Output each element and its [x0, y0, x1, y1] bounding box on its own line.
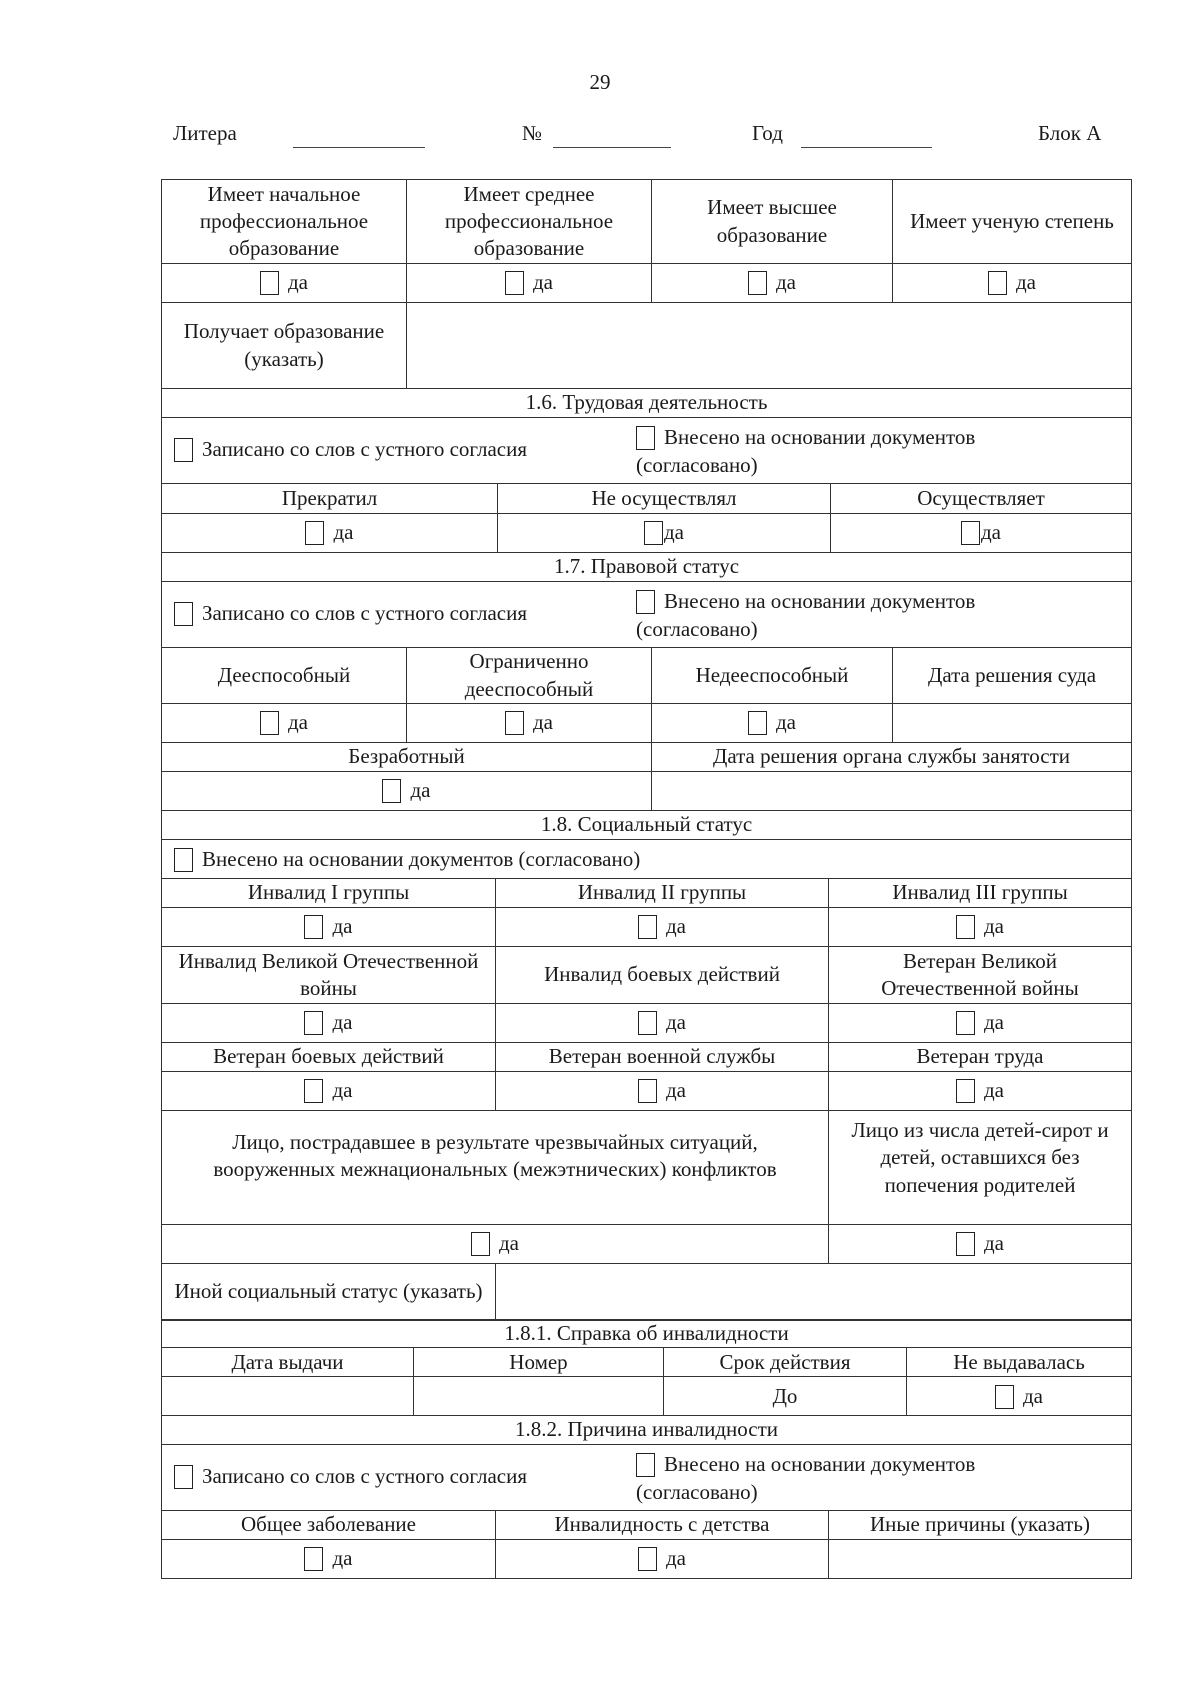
year-label: Год: [752, 121, 783, 145]
cause-general-checkbox[interactable]: [304, 1547, 323, 1571]
cert-not-issued-header: Не выдавалась: [907, 1348, 1132, 1377]
docs-label: Внесено на основании документов: [664, 425, 976, 450]
yes-label: да: [984, 914, 1005, 939]
yes-label: да: [984, 1078, 1005, 1103]
vet-labor-checkbox[interactable]: [956, 1079, 975, 1103]
labor-table: [161, 388, 1132, 553]
inv3-checkbox[interactable]: [956, 915, 975, 939]
labor-docs-checkbox[interactable]: [636, 426, 655, 450]
social-section-title: 1.8. Социальный статус: [162, 811, 1132, 840]
yes-label: да: [981, 520, 1002, 545]
yes-label: да: [287, 710, 308, 735]
education-table: [161, 179, 1132, 389]
legal-incapable-header: Недееспособный: [652, 648, 893, 704]
until-label: До: [772, 1383, 798, 1408]
yes-label: да: [1023, 1383, 1044, 1408]
legal-table: [161, 552, 1132, 811]
cause-section-title: 1.8.2. Причина инвалидности: [162, 1416, 1132, 1445]
yes-label: да: [775, 270, 796, 295]
legal-capable-header: Дееспособный: [162, 648, 407, 704]
victim-header: Лицо, пострадавшее в результате чрезвычайных ситуаций, вооруженных межнациональных (межэтнических) конфликтов: [162, 1111, 829, 1225]
yes-label: да: [333, 520, 354, 545]
certificate-table: [161, 1319, 1132, 1416]
yes-label: да: [665, 914, 686, 939]
receiving-education-field[interactable]: [407, 303, 1132, 389]
litera-field[interactable]: [293, 147, 425, 148]
cert-not-issued-checkbox[interactable]: [995, 1385, 1014, 1409]
yes-label: да: [665, 1546, 686, 1571]
inv3-header: Инвалид III группы: [829, 879, 1132, 908]
year-field[interactable]: [801, 147, 932, 148]
vet-ww-header: Ветеран Великой Отечественной войны: [829, 947, 1132, 1004]
yes-label: да: [665, 1078, 686, 1103]
yes-label: да: [498, 1231, 519, 1256]
litera-label: Литера: [173, 121, 237, 145]
victim-checkbox[interactable]: [471, 1232, 490, 1256]
yes-label: да: [332, 914, 353, 939]
yes-label: да: [665, 1010, 686, 1035]
labor-performs-header: Осуществляет: [831, 484, 1132, 514]
yes-label: да: [410, 778, 431, 803]
legal-incapable-checkbox[interactable]: [748, 711, 767, 735]
cause-childhood-header: Инвалидность с детства: [496, 1511, 829, 1540]
receiving-education-label: Получает образование (указать): [162, 303, 407, 389]
cause-other-header: Иные причины (указать): [829, 1511, 1132, 1540]
yes-label: да: [332, 1546, 353, 1571]
cert-number-header: Номер: [414, 1348, 664, 1377]
cert-issue-date-field[interactable]: [162, 1377, 414, 1416]
cause-childhood-checkbox[interactable]: [638, 1547, 657, 1571]
labor-section-title: 1.6. Трудовая деятельность: [162, 389, 1132, 418]
yes-label: да: [984, 1010, 1005, 1035]
edu-secondary-header: Имеет среднее профессиональное образование: [407, 180, 652, 264]
oral-consent-label: Записано со слов с устного согласия: [202, 1464, 527, 1489]
other-status-field[interactable]: [496, 1264, 1132, 1321]
labor-not-performed-header: Не осуществлял: [498, 484, 831, 514]
docs-label: Внесено на основании документов: [664, 589, 976, 614]
cause-docs-checkbox[interactable]: [636, 1453, 655, 1477]
yes-label: да: [287, 270, 308, 295]
edu-initial-checkbox[interactable]: [260, 271, 279, 295]
legal-oral-checkbox[interactable]: [174, 602, 193, 626]
social-table: [161, 810, 1132, 1321]
yes-label: да: [532, 270, 553, 295]
yes-label: да: [332, 1078, 353, 1103]
cause-other-field[interactable]: [829, 1540, 1132, 1579]
block-label: Блок А: [1038, 121, 1102, 145]
other-status-label: Иной социальный статус (указать): [162, 1264, 496, 1321]
inv2-header: Инвалид II группы: [496, 879, 829, 908]
agreed-label: (согласовано): [636, 1479, 758, 1504]
inv-combat-header: Инвалид боевых действий: [496, 947, 829, 1004]
edu-higher-checkbox[interactable]: [748, 271, 767, 295]
yes-label: да: [775, 710, 796, 735]
vet-military-checkbox[interactable]: [638, 1079, 657, 1103]
inv2-checkbox[interactable]: [638, 915, 657, 939]
yes-label: да: [1015, 270, 1036, 295]
inv-ww-header: Инвалид Великой Отечественной войны: [162, 947, 496, 1004]
orphan-checkbox[interactable]: [956, 1232, 975, 1256]
yes-label: да: [532, 710, 553, 735]
legal-limited-checkbox[interactable]: [505, 711, 524, 735]
cert-validity-field[interactable]: [664, 1377, 907, 1416]
legal-section-title: 1.7. Правовой статус: [162, 553, 1132, 582]
inv1-checkbox[interactable]: [304, 915, 323, 939]
labor-not-performed-checkbox[interactable]: [644, 521, 663, 545]
docs-full-label: Внесено на основании документов (согласовано): [202, 847, 641, 872]
orphan-header: Лицо из числа детей-сирот и детей, оставшихся без попечения родителей: [829, 1111, 1132, 1225]
cause-oral-checkbox[interactable]: [174, 1465, 193, 1489]
cert-number-field[interactable]: [414, 1377, 664, 1416]
vet-combat-checkbox[interactable]: [304, 1079, 323, 1103]
agreed-label: (согласовано): [636, 452, 758, 477]
oral-consent-label: Записано со слов с устного согласия: [202, 437, 527, 462]
inv-ww-checkbox[interactable]: [304, 1011, 323, 1035]
cert-validity-header: Срок действия: [664, 1348, 907, 1377]
court-date-field[interactable]: [893, 704, 1132, 743]
yes-label: да: [984, 1231, 1005, 1256]
cert-issue-date-header: Дата выдачи: [162, 1348, 414, 1377]
inv-combat-checkbox[interactable]: [638, 1011, 657, 1035]
legal-court-date-header: Дата решения суда: [893, 648, 1132, 704]
labor-performs-checkbox[interactable]: [961, 521, 980, 545]
labor-stopped-checkbox[interactable]: [305, 521, 324, 545]
inv1-header: Инвалид I группы: [162, 879, 496, 908]
unemployed-checkbox[interactable]: [382, 779, 401, 803]
vet-labor-header: Ветеран труда: [829, 1043, 1132, 1072]
vet-military-header: Ветеран военной службы: [496, 1043, 829, 1072]
employment-date-field[interactable]: [652, 772, 1132, 811]
legal-limited-header: Ограниченно дееспособный: [407, 648, 652, 704]
employment-date-header: Дата решения органа службы занятости: [652, 743, 1132, 772]
edu-degree-header: Имеет ученую степень: [893, 180, 1132, 264]
labor-oral-checkbox[interactable]: [174, 438, 193, 462]
certificate-section-title: 1.8.1. Справка об инвалидности: [162, 1320, 1132, 1348]
legal-capable-checkbox[interactable]: [260, 711, 279, 735]
number-field[interactable]: [553, 147, 671, 148]
unemployed-header: Безработный: [162, 743, 652, 772]
number-label: №: [522, 121, 543, 145]
yes-label: да: [332, 1010, 353, 1035]
edu-higher-header: Имеет высшее образование: [652, 180, 893, 264]
agreed-label: (согласовано): [636, 616, 758, 641]
legal-docs-checkbox[interactable]: [636, 590, 655, 614]
vet-ww-checkbox[interactable]: [956, 1011, 975, 1035]
cause-table: [161, 1415, 1132, 1579]
social-docs-checkbox[interactable]: [174, 848, 193, 872]
page-number: 29: [589, 70, 611, 94]
docs-label: Внесено на основании документов: [664, 1452, 976, 1477]
edu-degree-checkbox[interactable]: [988, 271, 1007, 295]
labor-stopped-header: Прекратил: [162, 484, 498, 514]
vet-combat-header: Ветеран боевых действий: [162, 1043, 496, 1072]
edu-initial-header: Имеет начальное профессиональное образование: [162, 180, 407, 264]
edu-secondary-checkbox[interactable]: [505, 271, 524, 295]
oral-consent-label: Записано со слов с устного согласия: [202, 601, 527, 626]
cause-general-header: Общее заболевание: [162, 1511, 496, 1540]
yes-label: да: [663, 520, 684, 545]
